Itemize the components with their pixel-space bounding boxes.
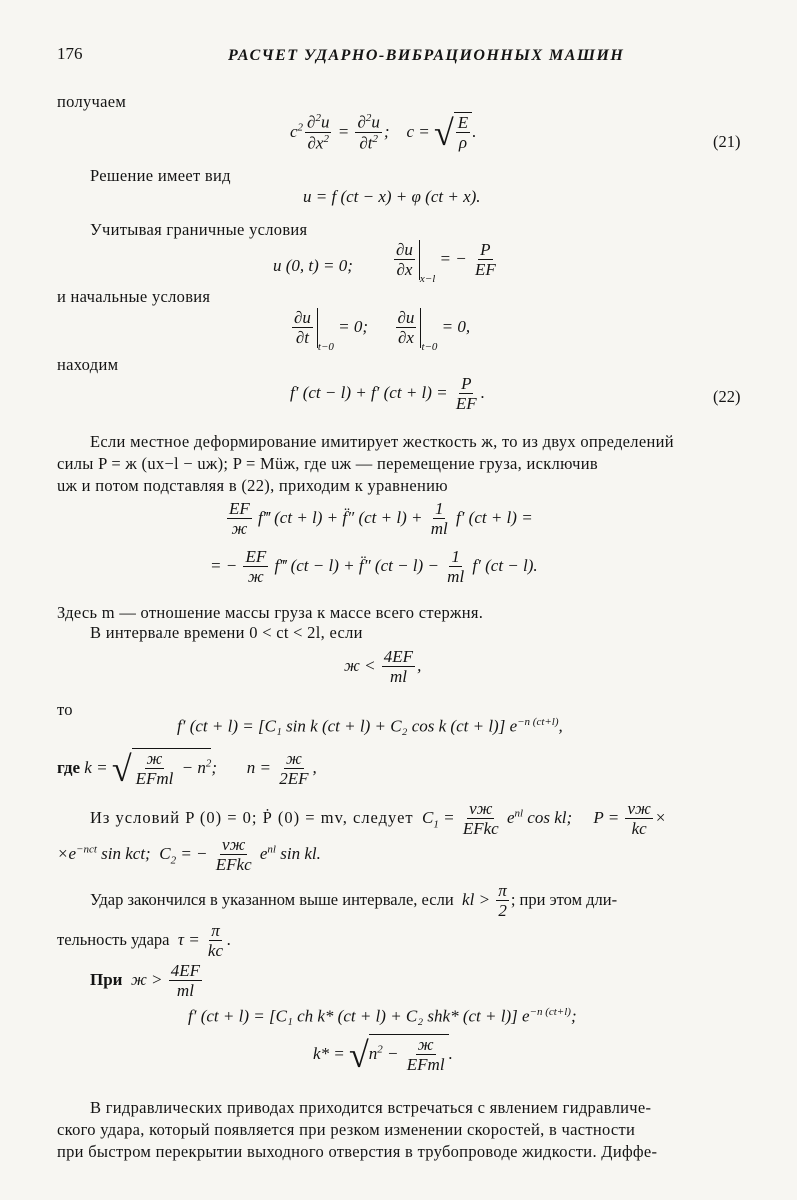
equation-k-star: $k* = √n^2$ − $\frac{ж}{\text{EFml}}$ .: [313, 1035, 453, 1076]
paragraph-gidro-l3: при быстром перекрытии выходного отверстия в трубопроводе жидкости. Диффе-: [57, 1142, 658, 1161]
equation-long-line2-end: f′ (ct − l).: [472, 556, 538, 576]
page-number: 176: [57, 44, 83, 63]
equation-c2: $\times e^{-nct}$ sin kct; $C_2$ = − $\frac{vж}{\text{EFkc}}$ $e^{nl}$ sin kl.: [57, 835, 321, 874]
paragraph-udar-l2: тельность удара τ = $\frac{\pi}{kc}$ .: [57, 921, 232, 960]
equation-21: $c^2$ $\frac{\partial^2u}{\partial x^2}$ = $\frac{\partial^2u}{\partial t^2}$ ; c = √ $\frac{E}{\rho}$ .: [290, 112, 477, 154]
paragraph-gidro-l1: В гидравлических приводах приходится встречаться с явлением гидравличе-: [90, 1098, 652, 1117]
text-uchityvaya: Учитывая граничные условия: [90, 220, 308, 239]
equation-f-solution-body: f′ (ct + l) = [C₁ sin k (ct + l) + C₂ cos k (ct + l)] e: [177, 716, 518, 736]
equation-pri: При ж > $\frac{4EF}{ml}$: [90, 961, 201, 1000]
paragraph-gidro-l2: ского удара, который появляется при резком изменении скоростей, в частности: [57, 1120, 636, 1139]
paragraph-deformation-l1: Если местное деформирование имитирует жесткость ж, то из двух определений: [90, 432, 674, 451]
equation-long-line1-body: f‴ (ct + l) + f̈″ (ct + l) +: [258, 508, 423, 528]
paragraph-udar: Удар закончился в указанном выше интервале, если kl > $\frac{\pi}{2}$ ; при этом дли-: [90, 881, 618, 920]
equation-long-line1-end: f′ (ct + l) =: [455, 508, 533, 528]
text-v-intervale: В интервале времени 0 < ct < 2l, если: [90, 623, 363, 642]
equation-f-sh-exp: −n (ct+l): [529, 1006, 571, 1018]
equation-long-line2-body: f‴ (ct − l) + f̈″ (ct − l) −: [274, 556, 439, 576]
equation-bc-right: $\frac{\partial u}{\partial x}$ $_{x-l}$ = − $\frac{P}{EF}$: [396, 239, 496, 286]
paragraph-deformation-l3: uж и потом подставляя в (22), приходим к уравнению: [57, 476, 448, 495]
equation-f-solution: f′ (ct + l) = [C₁ sin k (ct + l) + C₂ cos k (ct + l)] $e^{-n (ct+l)}$,: [177, 716, 563, 736]
text-udar-l1-end: ; при этом дли-: [510, 890, 618, 910]
equation-number-22: (22): [713, 387, 741, 406]
equation-initial-conditions: Из условий P (0) = 0; Ṗ (0) = mv, следует $C_1$ = $\frac{vж}{\text{EFkc}}$ $e^{nl}$ cos kl; P = $\frac{vж}{kc}$ ×: [90, 799, 667, 838]
text-to: то: [57, 700, 73, 719]
paragraph-deformation-l2: силы P = ж (ux−l − uж); P = Müж, где uж — перемещение груза, исключив: [57, 454, 598, 473]
text-udar-l2: тельность удара: [57, 930, 170, 950]
text-zdes: Здесь m — отношение массы груза к массе всего стержня.: [57, 603, 484, 622]
text-nachalnye: и начальные условия: [57, 287, 211, 306]
equation-f-solution-exp: −n (ct+l): [517, 716, 559, 728]
text-iz-usloviy: Из условий P (0) = 0; Ṗ (0) = mv, следует: [90, 808, 414, 828]
text-udar-l1: Удар закончился в указанном выше интервале, если: [90, 890, 454, 910]
equation-long-line1: $\frac{EF}{ж}$ f‴ (ct + l) + f̈″ (ct + l) + $\frac{1}{ml}$ f′ (ct + l) =: [229, 499, 533, 538]
equation-number-21: (21): [713, 132, 741, 151]
text-poluchaem: получаем: [57, 92, 127, 111]
text-gde: где: [57, 758, 81, 778]
text-nahodim: находим: [57, 355, 119, 374]
equation-k-n: где k = √ $\frac{ж}{\text{EFml}}$ − $n^2$; n = $\frac{ж}{2EF}$ ,: [57, 749, 317, 790]
equation-f-sh: f′ (ct + l) = [C₁ ch k* (ct + l) + C₂ shk* (ct + l)] $e^{-n (ct+l)}$;: [188, 1006, 577, 1026]
equation-condition: ж < $\frac{4EF}{ml}$ ,: [344, 647, 422, 686]
equation-solution: u = f (ct − x) + φ (ct + x).: [303, 187, 481, 206]
text-reshenie: Решение имеет вид: [90, 166, 231, 185]
equation-bc-left: u (0, t) = 0;: [273, 256, 353, 275]
equation-f-sh-body: f′ (ct + l) = [C₁ ch k* (ct + l) + C₂ shk* (ct + l)] e: [188, 1006, 530, 1026]
running-title: РАСЧЕТ УДАРНО-ВИБРАЦИОННЫХ МАШИН: [228, 47, 625, 64]
equation-long-line2: = − $\frac{EF}{ж}$ f‴ (ct − l) + f̈″ (ct − l) − $\frac{1}{ml}$ f′ (ct − l).: [210, 547, 538, 586]
text-pri: При: [90, 970, 123, 990]
equation-ic: $\frac{\partial u}{\partial t}$ $_{t-0}$ = 0; $\frac{\partial u}{\partial x}$ $_{t-0}$ = 0,: [294, 307, 471, 354]
equation-22: f′ (ct − l) + f′ (ct + l) = $\frac{P}{EF}$ .: [290, 374, 485, 413]
equation-22-left: f′ (ct − l) + f′ (ct + l) =: [290, 383, 448, 403]
